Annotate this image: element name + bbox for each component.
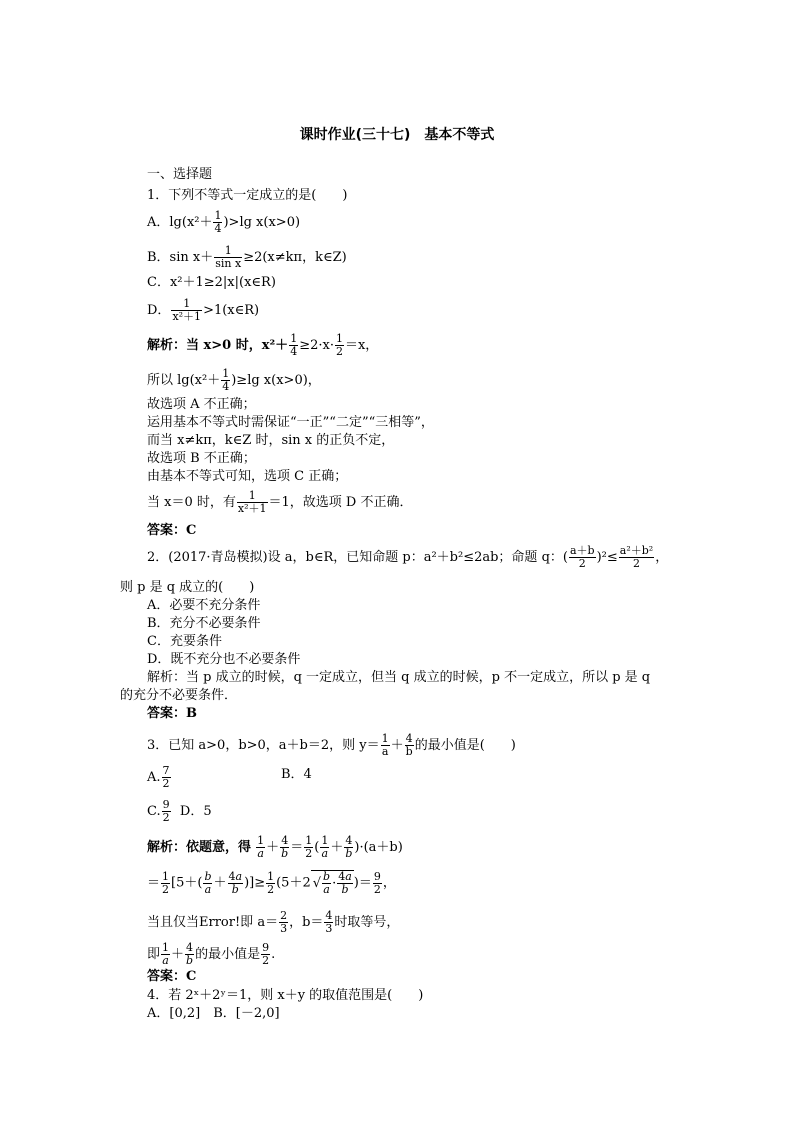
q4-stem: 4．若 2ˣ＋2ʸ＝1，则 x＋y 的取值范围是( ) (147, 988, 424, 1003)
q2-option-c: C．充要条件 (147, 634, 222, 649)
q1-solution-line-6: 故选项 B 不正确； (147, 451, 256, 466)
q2-solution-line-2: 的充分不必要条件． (120, 688, 238, 703)
q1-stem: 1．下列不等式一定成立的是( ) (147, 188, 348, 203)
q3-solution-line-1: 解析：依题意，得 $\frac{1}{a}$ ＋ $\frac{4}{b}$ ＝ $\frac{1}{2}$ ( $\frac{1}{a}$ ＋ $\frac{4}{b}$ )·(a＋b) (147, 834, 403, 860)
q3-solution-line-4: 即 $\frac{1}{a}$ ＋ $\frac{4}{b}$ 的最小值是 $\frac{9}{2}$ . (147, 941, 276, 967)
q4-options: A．[0,2] B．[－2,0] (147, 1006, 280, 1021)
section-heading: 一、选择题 (147, 167, 213, 182)
q1-solution-line-4: 运用基本不等式时需保证“一正”“二定”“三相等”， (147, 415, 434, 430)
q3-solution-line-2: ＝ $\frac{1}{2}$ [5＋( $\frac{b}{a}$ ＋ $\frac{4a}{b}$ )]≥ $\frac{1}{2}$ (5＋2 √ $\frac{b}{a}$ · $\frac{4a}{b}$ )＝ $\frac{9}{2}$ ， (147, 869, 396, 896)
page-title: 课时作业(三十七) 基本不等式 (299, 127, 495, 143)
q1-solution-line-5: 而当 x≠kπ，k∈Z 时，sin x 的正负不定， (147, 433, 395, 448)
q2-option-a: A．必要不充分条件 (147, 598, 261, 613)
q1-option-b: B．sin x＋ $\frac{1}{\text{sin x}}$ ≥2(x≠kπ，k∈Z) (147, 244, 347, 270)
q3-option-b: B．4 (281, 767, 312, 782)
q3-option-a: A. $\frac{7}{2}$ (147, 764, 170, 790)
q1-solution-line-2: 所以 lg(x²＋ $\frac{1}{4}$ )≥lg x(x>0)， (147, 367, 321, 393)
q2-option-b: B．充分不必要条件 (147, 616, 261, 631)
q1-option-d: D． $\frac{1}{\text{x²＋1}}$ >1(x∈R) (147, 297, 260, 323)
q3-solution-line-3: 当且仅当Error!即 a＝ $\frac{2}{3}$ ，b＝ $\frac{4}{3}$ 时取等号， (147, 909, 400, 935)
q3-option-c-d: C. $\frac{9}{2}$ D．5 (147, 798, 212, 824)
q1-solution-line-3: 故选项 A 不正确； (147, 397, 256, 412)
q1-solution-line-8: 当 x＝0 时，有 $\frac{1}{\text{x²＋1}}$ ＝1，故选项 D 不正确． (147, 489, 413, 515)
q1-option-a: A．lg(x²＋ $\frac{1}{4}$ )>lg x(x>0) (147, 209, 301, 235)
q2-stem-cont: 则 p 是 q 成立的( ) (120, 580, 255, 595)
q2-answer: 答案：B (147, 706, 197, 721)
q3-answer: 答案：C (147, 969, 197, 984)
q2-stem: 2．(2017·青岛模拟)设 a，b∈R，已知命题 p：a²＋b²≤2ab；命题 q：( $\frac{a+b}{2}$ )²≤ $\frac{\text{a²＋b²}}{2}$ ， (147, 544, 669, 570)
q3-stem: 3．已知 a>0，b>0，a＋b＝2，则 y＝ $\frac{1}{a}$ ＋ $\frac{4}{b}$ 的最小值是( ) (147, 732, 516, 758)
q1-option-c: C．x²＋1≥2|x|(x∈R) (147, 275, 276, 290)
q1-answer: 答案：C (147, 523, 197, 538)
q1-solution-line-1: 解析：当 x>0 时，x²＋ $\frac{1}{4}$ ≥2·x· $\frac{1}{2}$ ＝x， (147, 332, 379, 358)
q2-solution-line-1: 解析：当 p 成立的时候，q 一定成立，但当 q 成立的时候，p 不一定成立，所以 p 是 q (147, 670, 651, 685)
q1-solution-line-7: 由基本不等式可知，选项 C 正确； (147, 469, 348, 484)
q2-option-d: D．既不充分也不必要条件 (147, 652, 301, 667)
